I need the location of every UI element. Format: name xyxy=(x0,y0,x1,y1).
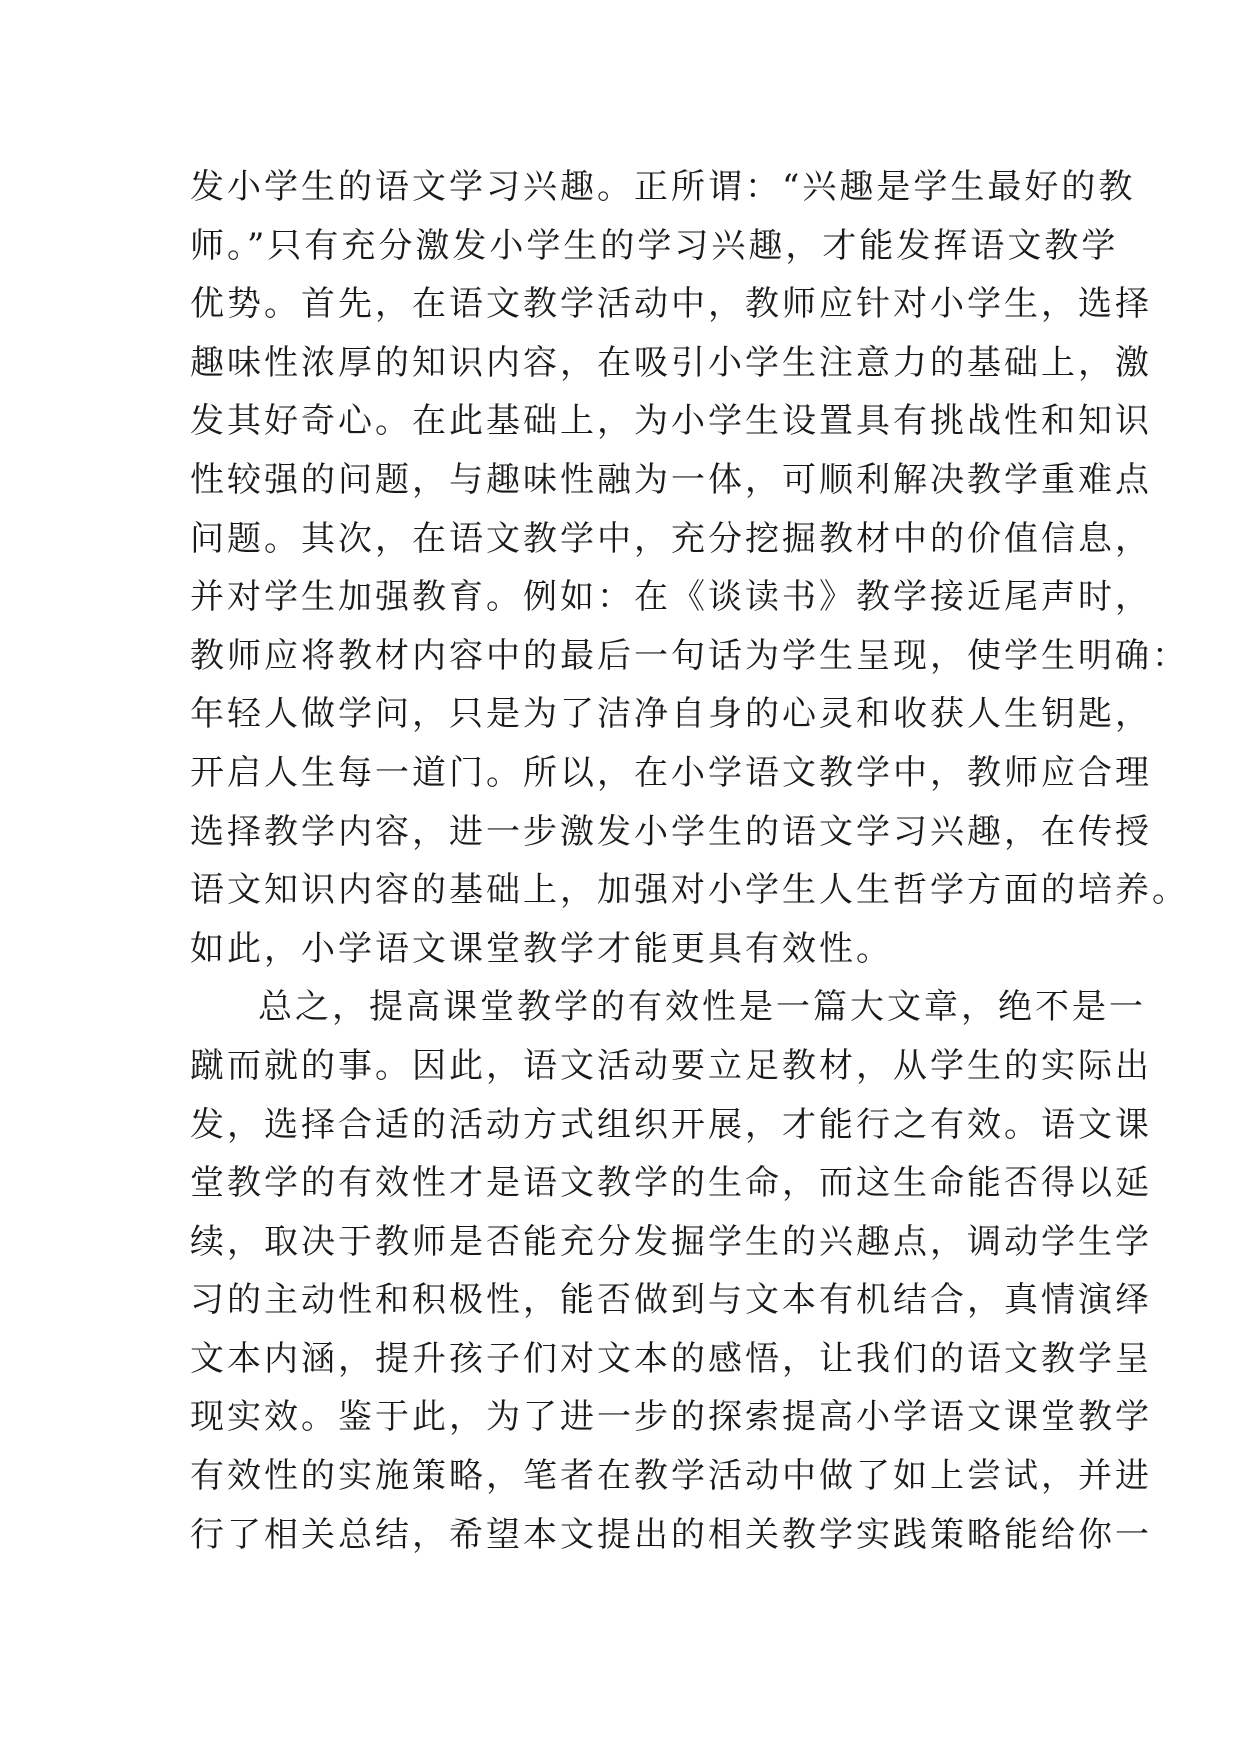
paragraph-2 xyxy=(190,978,1152,1564)
text-line: 总之，提高课堂教学的有效性是一篇大文章，绝不是一 xyxy=(258,987,1146,1028)
text-line: 性较强的问题，与趣味性融为一体，可顺利解决教学重难点 xyxy=(190,459,1152,500)
text-line: 教师应将教材内容中的最后一句话为学生呈现，使学生明确： xyxy=(190,635,1189,676)
text-line: 有效性的实施策略，笔者在教学活动中做了如上尝试，并进 xyxy=(190,1456,1152,1497)
text-line: 续，取决于教师是否能充分发掘学生的兴趣点，调动学生学 xyxy=(190,1221,1152,1262)
text-line: 蹴而就的事。因此，语文活动要立足教材，从学生的实际出 xyxy=(190,1045,1152,1086)
text-line: 发小学生的语文学习兴趣。正所谓：“兴趣是学生最好的教 xyxy=(190,167,1136,207)
text-line: 开启人生每一道门。所以，在小学语文教学中，教师应合理 xyxy=(190,752,1152,793)
text-line: 选择教学内容，进一步激发小学生的语文学习兴趣，在传授 xyxy=(190,811,1152,852)
text-line: 问题。其次，在语文教学中，充分挖掘教材中的价值信息， xyxy=(190,518,1152,559)
text-line: 年轻人做学问，只是为了洁净自身的心灵和收获人生钥匙， xyxy=(190,694,1152,735)
text-line: 并对学生加强教育。例如：在《谈读书》教学接近尾声时， xyxy=(190,577,1152,618)
text-line: 趣味性浓厚的知识内容，在吸引小学生注意力的基础上，激 xyxy=(190,342,1152,383)
text-line: 现实效。鉴于此，为了进一步的探索提高小学语文课堂教学 xyxy=(190,1397,1152,1438)
text-line: 优势。首先，在语文教学活动中，教师应针对小学生，选择 xyxy=(190,284,1152,325)
text-line: 师。”只有充分激发小学生的学习兴趣，才能发挥语文教学 xyxy=(190,225,1119,266)
text-line: 行了相关总结，希望本文提出的相关教学实践策略能给你一 xyxy=(190,1514,1152,1555)
text-line: 发其好奇心。在此基础上，为小学生设置具有挑战性和知识 xyxy=(190,401,1152,442)
paragraph-1 xyxy=(190,158,1189,978)
text-line: 堂教学的有效性才是语文教学的生命，而这生命能否得以延 xyxy=(190,1163,1152,1204)
document-body xyxy=(190,158,1189,1564)
text-line: 文本内涵，提升孩子们对文本的感悟，让我们的语文教学呈 xyxy=(190,1338,1152,1379)
text-line: 发，选择合适的活动方式组织开展，才能行之有效。语文课 xyxy=(190,1104,1152,1145)
text-line: 如此，小学语文课堂教学才能更具有效性。 xyxy=(190,928,893,969)
text-line: 语文知识内容的基础上，加强对小学生人生哲学方面的培养。 xyxy=(190,870,1189,911)
text-line: 习的主动性和积极性，能否做到与文本有机结合，真情演绎 xyxy=(190,1280,1152,1321)
